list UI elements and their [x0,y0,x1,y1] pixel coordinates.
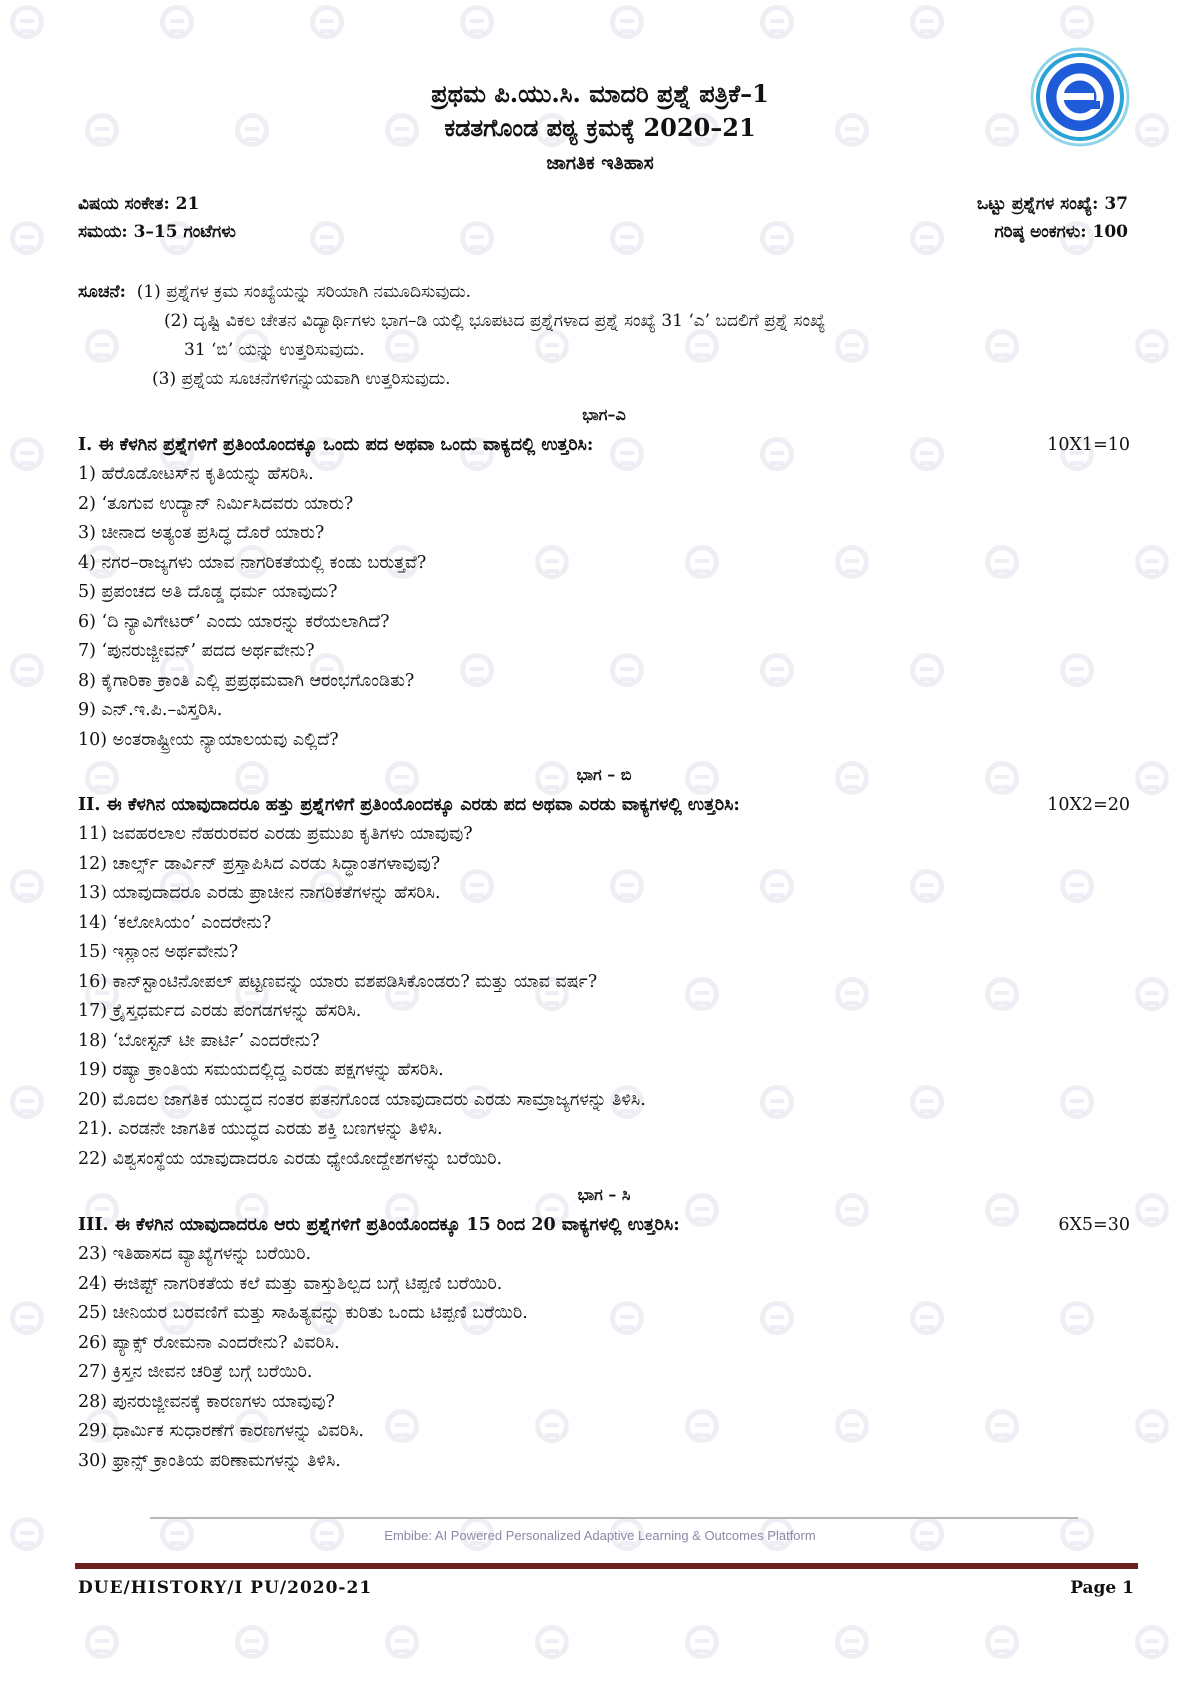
watermark-icon [610,5,644,39]
watermark-icon [10,869,44,903]
watermark-icon [310,5,344,39]
watermark-icon [535,1625,569,1659]
instruction-2-cont: 31 ‘ಬಿ’ ಯನ್ನು ಉತ್ತರಿಸುವುದು. [184,340,365,360]
watermark-icon [10,1301,44,1335]
instructions-label: ಸೂಚನೆ: [78,282,126,302]
watermark-icon [910,5,944,39]
watermark-icon [1135,329,1169,363]
watermark-icon [1135,1193,1169,1227]
section-b-number: II. [78,795,101,815]
page-number: Page 1 [1070,1578,1134,1598]
section-c-instruction: ಈ ಕೆಳಗಿನ ಯಾವುದಾದರೂ ಆರು ಪ್ರಶ್ನೆಗಳಿಗೆ ಪ್ರತಿಂಯೊಂದಕ್ಕೂ 15 ರಿಂದ 20 ವಾಕ್ಯಗಳಲ್ಲಿ ಉತ್ತರಿಸಿ: [108,1215,680,1235]
footer-bar [75,1563,1138,1569]
question-item: 17) ಕ್ರೈಸ್ತಧರ್ಮದ ಎರಡು ಪಂಗಡಗಳನ್ನು ಹೆಸರಿಸಿ. [78,1001,362,1021]
section-a-title: ಭಾಗ–ಎ [582,405,626,424]
instruction-2: (2) ದೃಷ್ಟಿ ವಿಕಲ ಚೇತನ ವಿದ್ಯಾರ್ಥಿಗಳು ಭಾಗ–ಡಿ ಯಲ್ಲಿ ಭೂಪಟದ ಪ್ರಶ್ನೆಗಳಾದ ಪ್ರಶ್ನೆ ಸಂಖ್ಯೆ 31 ‘ಎ’ ಬದಲಿಗೆ ಪ್ರಶ್ನೆ ಸಂಖ್ಯೆ [164,311,826,331]
section-b-marks: 10X2=20 [1047,795,1130,815]
watermark-icon [160,5,194,39]
section-c-heading [78,1210,1130,1240]
watermark-icon [685,1625,719,1659]
watermark-icon [460,221,494,255]
instruction-3: (3) ಪ್ರಶ್ನೆಯ ಸೂಚನೆಗಳಿಗನ್ನುಯವಾಗಿ ಉತ್ತರಿಸುವುದು. [152,369,451,389]
question-item: 18) ‘ಬೋಸ್ಟನ್ ಟೀ ಪಾರ್ಟಿ’ ಎಂದರೇನು? [78,1030,320,1051]
watermark-icon [235,1625,269,1659]
section-a-instruction: ಈ ಕೆಳಗಿನ ಪ್ರಶ್ನೆಗಳಿಗೆ ಪ್ರತಿಂಯೊಂದಕ್ಕೂ ಒಂದು ಪದ ಅಥವಾ ಒಂದು ವಾಕ್ಯದಲ್ಲಿ ಉತ್ತರಿಸಿ: [92,435,594,455]
section-b-questions [78,820,1130,1174]
watermark-icon [385,1625,419,1659]
instructions [78,278,1136,394]
total-questions: ಒಟ್ಟು ಪ್ರಶ್ನೆಗಳ ಸಂಖ್ಯೆ: 37 [976,194,1128,214]
watermark-icon [835,1625,869,1659]
question-item: 4) ನಗರ–ರಾಜ್ಯಗಳು ಯಾವ ನಾಗರಿಕತೆಯಲ್ಲಿ ಕಂಡು ಬರುತ್ತವೆ? [78,552,427,573]
watermark-icon [10,653,44,687]
question-item: 11) ಜವಹರಲಾಲ ನೆಹರುರವರ ಎರಡು ಪ್ರಮುಖ ಕೃತಿಗಳು ಯಾವುವು? [78,824,473,844]
meta-left [78,190,236,246]
watermark-icon [760,5,794,39]
section-a-number: I. [78,435,93,455]
document-code: DUE/HISTORY/I PU/2020-21 [78,1578,373,1598]
section-b-instruction: ಈ ಕೆಳಗಿನ ಯಾವುದಾದರೂ ಹತ್ತು ಪ್ರಶ್ನೆಗಳಿಗೆ ಪ್ರತಿಂಯೊಂದಕ್ಕೂ ಎರಡು ಪದ ಅಥವಾ ಎರಡು ವಾಕ್ಯಗಳಲ್ಲಿ ಉತ್ತರಿಸಿ: [100,795,740,815]
question-item: 15) ಇಸ್ಲಾಂನ ಅರ್ಥವೇನು? [78,942,239,962]
watermark-icon [10,437,44,471]
question-item: 21). ಎರಡನೇ ಜಾಗತಿಕ ಯುದ್ಧದ ಎರಡು ಶಕ್ತಿ ಬಣಗಳನ್ನು ತಿಳಿಸಿ. [78,1119,443,1139]
watermark-icon [10,221,44,255]
watermark-icon [985,1625,1019,1659]
section-c-number: III. [78,1215,109,1235]
section-c-marks: 6X5=30 [1058,1215,1130,1235]
question-item: 29) ಧಾರ್ಮಿಕ ಸುಧಾರಣೆಗೆ ಕಾರಣಗಳನ್ನು ವಿವರಿಸಿ. [78,1421,364,1441]
question-item: 24) ಈಜಿಪ್ಟ್ ನಾಗರಿಕತೆಯ ಕಲೆ ಮತ್ತು ವಾಸ್ತುಶಿಲ್ಪದ ಬಗ್ಗೆ ಟಿಪ್ಪಣಿ ಬರೆಯಿರಿ. [78,1273,503,1294]
question-item: 26) ಪ್ಯಾಕ್ಸ್ ರೋಮನಾ ಎಂದರೇನು? ವಿವರಿಸಿ. [78,1332,340,1353]
meta-right [977,190,1128,246]
question-item: 14) ‘ಕಲೋಸಿಯಂ’ ಎಂದರೇನು? [78,912,272,933]
watermark-icon [610,221,644,255]
instruction-1: (1) ಪ್ರಶ್ನೆಗಳ ಕ್ರಮ ಸಂಖ್ಯೆಯನ್ನು ಸರಿಯಾಗಿ ನಮೂದಿಸುವುದು. [136,282,472,302]
subject-title: ಜಾಗತಿಕ ಇತಿಹಾಸ [546,152,654,174]
question-item: 25) ಚೀನಿಯರ ಬರವಣಿಗೆ ಮತ್ತು ಸಾಹಿತ್ಯವನ್ನು ಕುರಿತು ಒಂದು ಟಿಪ್ಪಣಿ ಬರೆಯಿರಿ. [78,1303,528,1323]
watermark-icon [460,5,494,39]
section-b-heading [78,790,1130,820]
question-item: 28) ಪುನರುಜ್ಜೀವನಕ್ಕೆ ಕಾರಣಗಳು ಯಾವುವು? [78,1391,335,1412]
question-item: 9) ಎನ್.ಇ.ಪಿ.–ವಿಸ್ತರಿಸಿ. [78,700,223,720]
watermark-icon [1135,761,1169,795]
question-item: 30) ಫ್ರಾನ್ಸ್ ಕ್ರಾಂತಿಯ ಪರಿಣಾಮಗಳನ್ನು ತಿಳಿಸಿ. [78,1450,341,1471]
question-item: 12) ಚಾರ್ಲ್ಸ್ ಡಾರ್ವಿನ್ ಪ್ರಸ್ತಾಪಿಸಿದ ಎರಡು ಸಿದ್ಧಾಂತಗಳಾವುವು? [78,853,441,874]
section-a-questions [78,460,1130,755]
watermark-icon [910,221,944,255]
watermark-icon [10,5,44,39]
question-item: 19) ರಷ್ಯಾ ಕ್ರಾಂತಿಯ ಸಮಯದಲ್ಲಿದ್ದ ಎರಡು ಪಕ್ಷಗಳನ್ನು ಹೆಸರಿಸಿ. [78,1060,444,1080]
footer-divider [150,1517,1078,1519]
watermark-icon [85,1625,119,1659]
paper-titles [0,78,1200,176]
question-item: 7) ‘ಪುನರುಜ್ಜೀವನ್’ ಪದದ ಅರ್ಥವೇನು? [78,641,315,661]
section-c [78,1180,1130,1476]
section-a-heading [78,430,1130,460]
section-b-title: ಭಾಗ – ಬಿ [576,765,632,784]
section-b [78,760,1130,1174]
section-c-title: ಭಾಗ – ಸಿ [577,1185,631,1204]
section-a [78,400,1130,755]
section-c-questions [78,1240,1130,1476]
question-item: 2) ‘ತೂಗುವ ಉದ್ಯಾನ್ ನಿರ್ಮಿಸಿದವರು ಯಾರು? [78,493,354,514]
question-item: 13) ಯಾವುದಾದರೂ ಎರಡು ಪ್ರಾಚೀನ ನಾಗರಿಕತೆಗಳನ್ನು ಹೆಸರಿಸಿ. [78,883,441,903]
question-item: 16) ಕಾನ್‌ಸ್ಟಾಂಟಿನೋಪಲ್ ಪಟ್ಟಣವನ್ನು ಯಾರು ವಶಪಡಿಸಿಕೊಂಡರು? ಮತ್ತು ಯಾವ ವರ್ಷ? [78,971,598,992]
question-item: 5) ಪ್ರಪಂಚದ ಅತಿ ದೊಡ್ಡ ಧರ್ಮ ಯಾವುದು? [78,582,338,602]
watermark-icon [1060,5,1094,39]
question-item: 8) ಕೈಗಾರಿಕಾ ಕ್ರಾಂತಿ ಎಲ್ಲಿ ಪ್ರಪ್ರಥಮವಾಗಿ ಆರಂಭಗೊಂಡಿತು? [78,670,415,691]
question-item: 27) ಕ್ರಿಸ್ತನ ಜೀವನ ಚರಿತ್ರೆ ಬಗ್ಗೆ ಬರೆಯಿರಿ. [78,1362,313,1382]
watermark-icon [1135,545,1169,579]
watermark-icon [310,221,344,255]
question-item: 23) ಇತಿಹಾಸದ ವ್ಯಾಖ್ಯೆಗಳನ್ನು ಬರೆಯಿರಿ. [78,1244,312,1264]
syllabus-title: ಕಡತಗೊಂಡ ಪಠ್ಯ ಕ್ರಮಕ್ಕೆ 2020–21 [444,113,756,142]
subject-code: ವಿಷಯ ಸಂಕೇತ: 21 [78,194,200,214]
watermark-icon [1135,977,1169,1011]
question-item: 20) ಮೊದಲ ಜಾಗತಿಕ ಯುದ್ಧದ ನಂತರ ಪತನಗೊಂಡ ಯಾವುದಾದರು ಎರಡು ಸಾಮ್ರಾಜ್ಯಗಳನ್ನು ತಿಳಿಸಿ. [78,1089,646,1110]
question-item: 3) ಚೀನಾದ ಅತ್ಯಂತ ಪ್ರಸಿದ್ಧ ದೊರೆ ಯಾರು? [78,523,325,543]
footer-tagline: Embibe: AI Powered Personalized Adaptive Learning & Outcomes Platform [384,1528,816,1543]
time-allowed: ಸಮಯ: 3–15 ಗಂಟೆಗಳು [78,222,236,242]
max-marks: ಗರಿಷ್ಠ ಅಂಕಗಳು: 100 [994,222,1128,242]
paper-title: ಪ್ರಥಮ ಪಿ.ಯು.ಸಿ. ಮಾದರಿ ಪ್ರಶ್ನೆ ಪತ್ರಿಕೆ–1 [431,79,769,108]
watermark-icon [10,1085,44,1119]
section-a-marks: 10X1=10 [1047,435,1130,455]
watermark-icon [1135,1625,1169,1659]
question-item: 6) ‘ದಿ ನ್ಯಾವಿಗೇಟರ್’ ಎಂದು ಯಾರನ್ನು ಕರೆಯಲಾಗಿದೆ? [78,611,390,632]
watermark-icon [760,221,794,255]
question-item: 10) ಅಂತರಾಷ್ಟ್ರೀಯ ನ್ಯಾಯಾಲಯವು ಎಲ್ಲಿದೆ? [78,729,339,750]
question-item: 1) ಹೆರೊಡೋಟಸ್‌ನ ಕೃತಿಯನ್ನು ಹೆಸರಿಸಿ. [78,464,314,484]
question-item: 22) ವಿಶ್ವಸಂಸ್ಥೆಯ ಯಾವುದಾದರೂ ಎರಡು ಧ್ಯೇಯೋದ್ದೇಶಗಳನ್ನು ಬರೆಯಿರಿ. [78,1148,503,1169]
watermark-icon [1135,1409,1169,1443]
